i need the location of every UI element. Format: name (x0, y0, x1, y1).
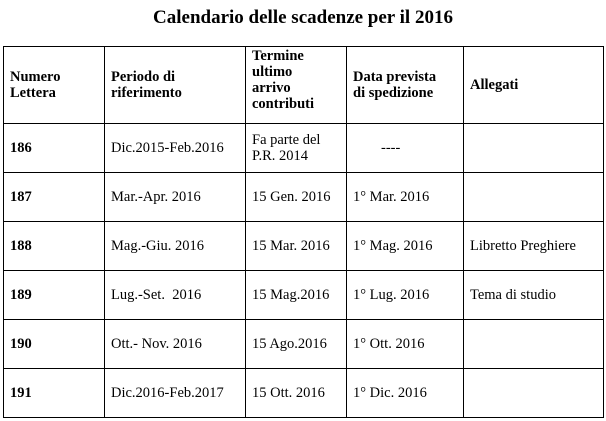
header-periodo-riferimento: Periodo di riferimento (105, 47, 246, 124)
table-row (4, 320, 604, 369)
table-row (4, 222, 604, 271)
schedule-table (3, 46, 604, 418)
cell-periodo: Dic.2015-Feb.2016 (105, 124, 246, 173)
cell-numero: 189 (4, 271, 105, 320)
cell-periodo: Mag.-Giu. 2016 (105, 222, 246, 271)
table-row (4, 271, 604, 320)
cell-termine: 15 Mag.2016 (246, 271, 347, 320)
cell-numero: 187 (4, 173, 105, 222)
cell-allegati (464, 369, 604, 418)
page-title: Calendario delle scadenze per il 2016 (153, 7, 453, 28)
cell-termine: 15 Ago.2016 (246, 320, 347, 369)
cell-data: 1° Ott. 2016 (347, 320, 464, 369)
cell-numero: 190 (4, 320, 105, 369)
table-row (4, 369, 604, 418)
header-allegati: Allegati (464, 47, 604, 124)
cell-numero: 191 (4, 369, 105, 418)
cell-allegati (464, 124, 604, 173)
cell-termine: Fa parte del P.R. 2014 (246, 124, 347, 173)
table-header-row (4, 47, 604, 124)
header-data-spedizione: Data prevista di spedizione (347, 47, 464, 124)
header-numero-lettera: Numero Lettera (4, 47, 105, 124)
cell-numero: 188 (4, 222, 105, 271)
cell-data: 1° Dic. 2016 (347, 369, 464, 418)
cell-data: 1° Lug. 2016 (347, 271, 464, 320)
table-row (4, 124, 604, 173)
cell-data: 1° Mag. 2016 (347, 222, 464, 271)
cell-periodo: Mar.-Apr. 2016 (105, 173, 246, 222)
table-row (4, 173, 604, 222)
cell-data: ---- (347, 124, 464, 173)
cell-allegati: Tema di studio (464, 271, 604, 320)
cell-termine: 15 Mar. 2016 (246, 222, 347, 271)
cell-termine: 15 Gen. 2016 (246, 173, 347, 222)
cell-allegati: Libretto Preghiere (464, 222, 604, 271)
cell-periodo: Dic.2016-Feb.2017 (105, 369, 246, 418)
header-termine-arrivo: Termine ultimo arrivo contributi (246, 47, 347, 124)
cell-periodo: Lug.-Set. 2016 (105, 271, 246, 320)
cell-numero: 186 (4, 124, 105, 173)
cell-data: 1° Mar. 2016 (347, 173, 464, 222)
cell-termine: 15 Ott. 2016 (246, 369, 347, 418)
cell-allegati (464, 320, 604, 369)
cell-allegati (464, 173, 604, 222)
cell-periodo: Ott.- Nov. 2016 (105, 320, 246, 369)
